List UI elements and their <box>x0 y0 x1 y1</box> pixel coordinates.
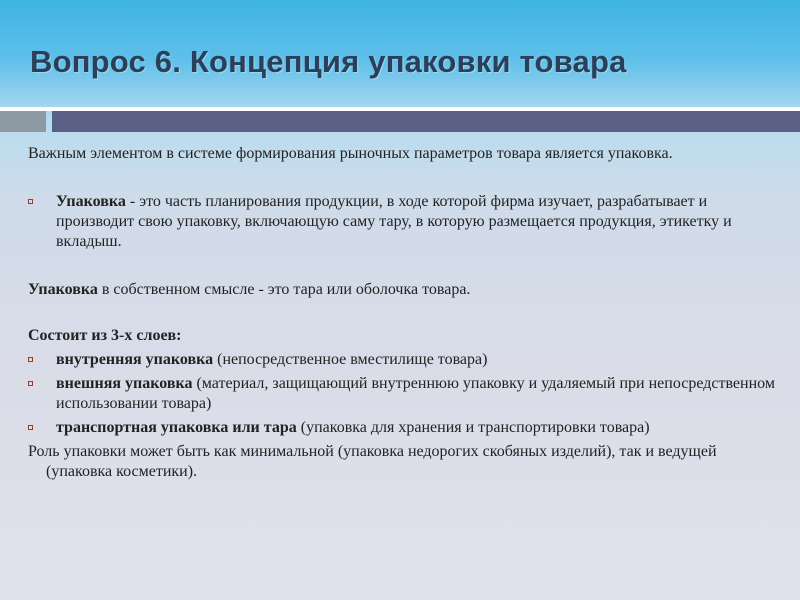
slide-body <box>28 144 780 482</box>
bullet-square-icon <box>28 425 33 430</box>
layer-item <box>28 418 780 438</box>
layer-item <box>28 350 780 370</box>
narrow-definition <box>28 280 780 300</box>
bullet-square-icon <box>28 357 33 362</box>
role-paragraph: Роль упаковки может быть как минимальной (упаковка недорогих скобяных изделий), так и ведущей (упаковка косметики). <box>28 443 717 480</box>
layers-heading: Состоит из 3-х слоев: <box>28 327 182 344</box>
definition-item <box>28 192 780 252</box>
definition-text: - это часть планирования продукции, в ходе которой фирма изучает, разрабатывает и производит свою упаковку, включающую саму тару, в которую размещается продукция, этикетку и вкладыш. <box>56 193 732 250</box>
layer-term: транспортная упаковка или тара <box>56 419 297 436</box>
slide-title: Вопрос 6. Концепция упаковки товара <box>30 44 627 79</box>
layer-term: внешняя упаковка <box>56 375 193 392</box>
layer-text: (материал, защищающий внутреннюю упаковку и удаляемый при непосредственном использовании товара) <box>56 375 775 412</box>
narrow-term: Упаковка <box>28 281 98 298</box>
bullet-square-icon <box>28 199 33 204</box>
layer-item <box>28 374 780 414</box>
bullet-square-icon <box>28 381 33 386</box>
layer-term: внутренняя упаковка <box>56 351 214 368</box>
definition-term: Упаковка <box>56 193 126 210</box>
intro-paragraph: Важным элементом в системе формирования рыночных параметров товара является упаковка. <box>28 145 673 162</box>
layer-text: (упаковка для хранения и транспортировки товара) <box>296 419 650 436</box>
narrow-text: в собственном смысле - это тара или оболочка товара. <box>97 281 471 298</box>
accent-bar-left <box>0 111 46 132</box>
accent-bar-right <box>52 111 800 132</box>
layer-text: (непосредственное вместилище товара) <box>213 351 488 368</box>
